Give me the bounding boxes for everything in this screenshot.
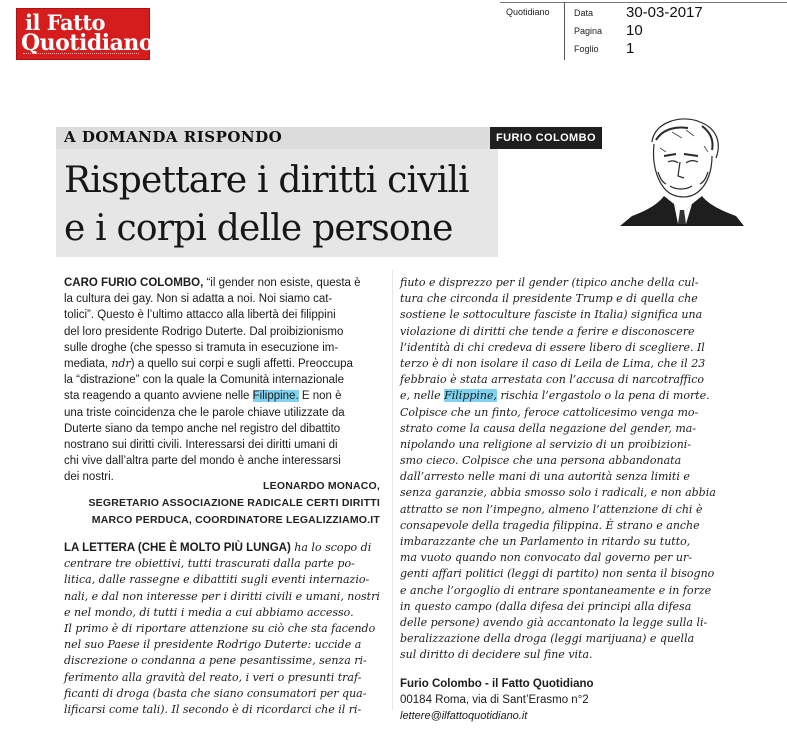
reply-line: Colpisce che un finto, feroce cattolicesimo venga mo-	[400, 405, 699, 419]
newspaper-logo	[16, 8, 154, 60]
logo-line-2: Quotidiano	[21, 30, 154, 56]
reply-line: e, nelle Filippine, rischia l’ergastolo o la pena di morte.	[400, 389, 710, 403]
reply-line: febbraio è stata arrestata con l’accusa di narcotraffico	[400, 373, 705, 387]
reply-line: senza garanzie, abbia smosso solo i radicali, e non abbia	[400, 486, 716, 500]
logo-tagline-rule	[23, 53, 139, 57]
reply-line: Il primo è di riportare attenzione su ciò che sta facendo	[64, 621, 376, 635]
headline-line-2: e i corpi delle persone	[64, 208, 453, 249]
author-portrait-illustration	[612, 112, 752, 226]
reply-line: genti affari politici (leggi di partito) non senta il bisogno	[400, 567, 715, 581]
reply-column-1	[64, 540, 380, 718]
meta-page-value: 10	[626, 22, 643, 39]
highlighted-term: Filippine,	[444, 389, 498, 403]
reply-line: consapevole della tragedia filippina. È strano e anche	[400, 518, 700, 532]
closing-name: Furio Colombo - il Fatto Quotidiano	[400, 677, 594, 690]
reply-line: sostiene le sottoculture fasciste in Italia) significa una	[400, 308, 703, 322]
letter-line: chi vive dall’altra parte del mondo è anche interessarsi	[64, 455, 341, 468]
letter-line: tolici”. Questo è l’ultimo attacco alla libertà dei filippini	[64, 309, 336, 322]
column-author: FURIO COLOMBO	[496, 132, 596, 144]
letter-line: la “distrazione” con la quale la Comunità internazionale	[64, 374, 344, 387]
letter-lead: CARO FURIO COLOMBO,	[64, 277, 204, 289]
letter-line: la cultura dei gay. Non si adatta a noi. Noi siamo cat-	[64, 293, 333, 306]
reply-line: nipolando una religione al servizio di un proibizioni-	[400, 437, 692, 451]
reply-line: dall’arresto nelle mani di una autorità senza limiti e	[400, 470, 690, 484]
reply-line: imbarazzante che un Parlamento in ritardo su tutto,	[400, 535, 691, 548]
reply-line: strato come la causa della negazione del gender, ma-	[400, 421, 697, 435]
meta-date-label: Data	[574, 8, 594, 18]
reply-column-2	[400, 275, 716, 724]
header-divider	[564, 2, 565, 60]
header-rule	[500, 2, 787, 3]
reply-line: discrezione o condanna a pene pesantissime, senza ri-	[64, 654, 367, 668]
reply-line: in questo campo (dalla difesa dei principi alla difesa	[400, 599, 692, 613]
column-divider	[392, 270, 393, 710]
letter-line: del loro presidente Rodrigo Duterte. Dal proibizionismo	[64, 325, 344, 338]
reply-line: ferimento alla gravità del reato, i veri o presunti traf-	[64, 670, 362, 684]
reply-line: centrare tre obiettivi, tutti trascurati dalla parte po-	[64, 557, 355, 571]
letter-line: dei nostri.	[64, 471, 114, 484]
reply-line: nel suo Paese il presidente Rodrigo Duterte: uccide a	[64, 638, 362, 652]
letter-signature: SEGRETARIO ASSOCIAZIONE RADICALE CERTI DIRITTI	[88, 497, 380, 509]
reply-line: e anche l’orgoglio di entrare spontaneamente e in forze	[400, 583, 712, 597]
reply-line: l’identità di chi credeva di essere libero di scegliere. Il	[400, 340, 705, 354]
letter-line: una triste coincidenza che le parole chiave utilizzate da	[64, 406, 345, 419]
reply-line: ma vuoto quando non convocato dal governo per ur-	[400, 551, 692, 565]
reply-line: terzo è di non isolare il caso di Leila de Lima, che il 23	[400, 356, 706, 370]
logo-line-1: il Fatto	[25, 10, 106, 35]
reply-line: beralizzazione della droga (leggi marijuana) e quella	[400, 632, 695, 646]
reply-line: violazione di diritti che tende a ferire e disconoscere	[400, 324, 695, 338]
meta-sheet-label: Foglio	[574, 44, 599, 54]
reply-line: tura che circonda il presidente Trump e di quella che	[400, 292, 698, 306]
letter-signature: LEONARDO MONACO,	[263, 480, 380, 492]
letter-line: CARO FURIO COLOMBO, “il gender non esiste, questa è	[64, 277, 361, 289]
closing-address: 00184 Roma, via di Sant’Erasmo n°2	[400, 693, 589, 706]
reply-line: LA LETTERA (CHE È MOLTO PIÙ LUNGA) ha lo scopo di	[64, 541, 372, 554]
reply-line: fiuto e disprezzo per il gender (tipico anche della cul-	[400, 276, 699, 289]
headline	[64, 157, 469, 253]
letter-line: Duterte siano da tempo anche nel registro del dibattito	[64, 422, 341, 435]
reply-line: litica, dalle rassegne e dibattiti sugli eventi internazio-	[64, 573, 370, 587]
reply-line: sul diritto di decidere sul fine vita.	[400, 648, 593, 662]
headline-line-1: Rispettare i diritti civili	[64, 160, 469, 201]
meta-sheet-value: 1	[626, 40, 635, 57]
meta-date-value: 30-03-2017	[626, 4, 703, 21]
letter-line: sta reagendo a quanto avviene nelle Filippine. E non è	[64, 390, 342, 403]
letter-line: nostrano sui diritti civili. Interessarsi dei diritti umani di	[64, 438, 338, 451]
meta-page-label: Pagina	[574, 26, 603, 36]
reply-line: smo cieco. Colpisce che una persona abbandonata	[400, 454, 682, 468]
closing-email[interactable]: lettere@ilfattoquotidiano.it	[400, 709, 528, 722]
reply-lead: LA LETTERA (CHE È MOLTO PIÙ LUNGA)	[64, 542, 291, 554]
highlighted-term: Filippine.	[252, 390, 299, 403]
reply-line: e nel mondo, di tutti i media a cui abbiamo accesso.	[64, 605, 354, 619]
publication-type: Quotidiano	[506, 7, 550, 17]
reply-line: lificarsi come tali). Il secondo è di ricordarci che il ri-	[64, 702, 362, 716]
spacer	[400, 664, 716, 676]
letter-line: mediata, ndr) a quello sui corpi e sugli affetti. Preoccupa	[64, 356, 353, 370]
rubric-title: A DOMANDA RISPONDO	[64, 128, 283, 146]
reply-line: delle persone) avendo già accantonato la legge sulla li-	[400, 615, 708, 629]
letter-line: sulle droghe (che spesso si tramuta in esecuzione im-	[64, 341, 339, 354]
reply-line: attratto se non l’impegno, almeno l’attenzione di chi è	[400, 502, 703, 516]
letter-and-reply-column-1	[64, 275, 361, 485]
reply-line: ficanti di droga (basta che siano consumatori per qua-	[64, 686, 367, 700]
letter-signature: MARCO PERDUCA, COORDINATORE LEGALIZZIAMO.IT	[91, 514, 380, 526]
reply-line: nali, e dal non interesse per i diritti civili e umani, nostri	[64, 589, 380, 603]
